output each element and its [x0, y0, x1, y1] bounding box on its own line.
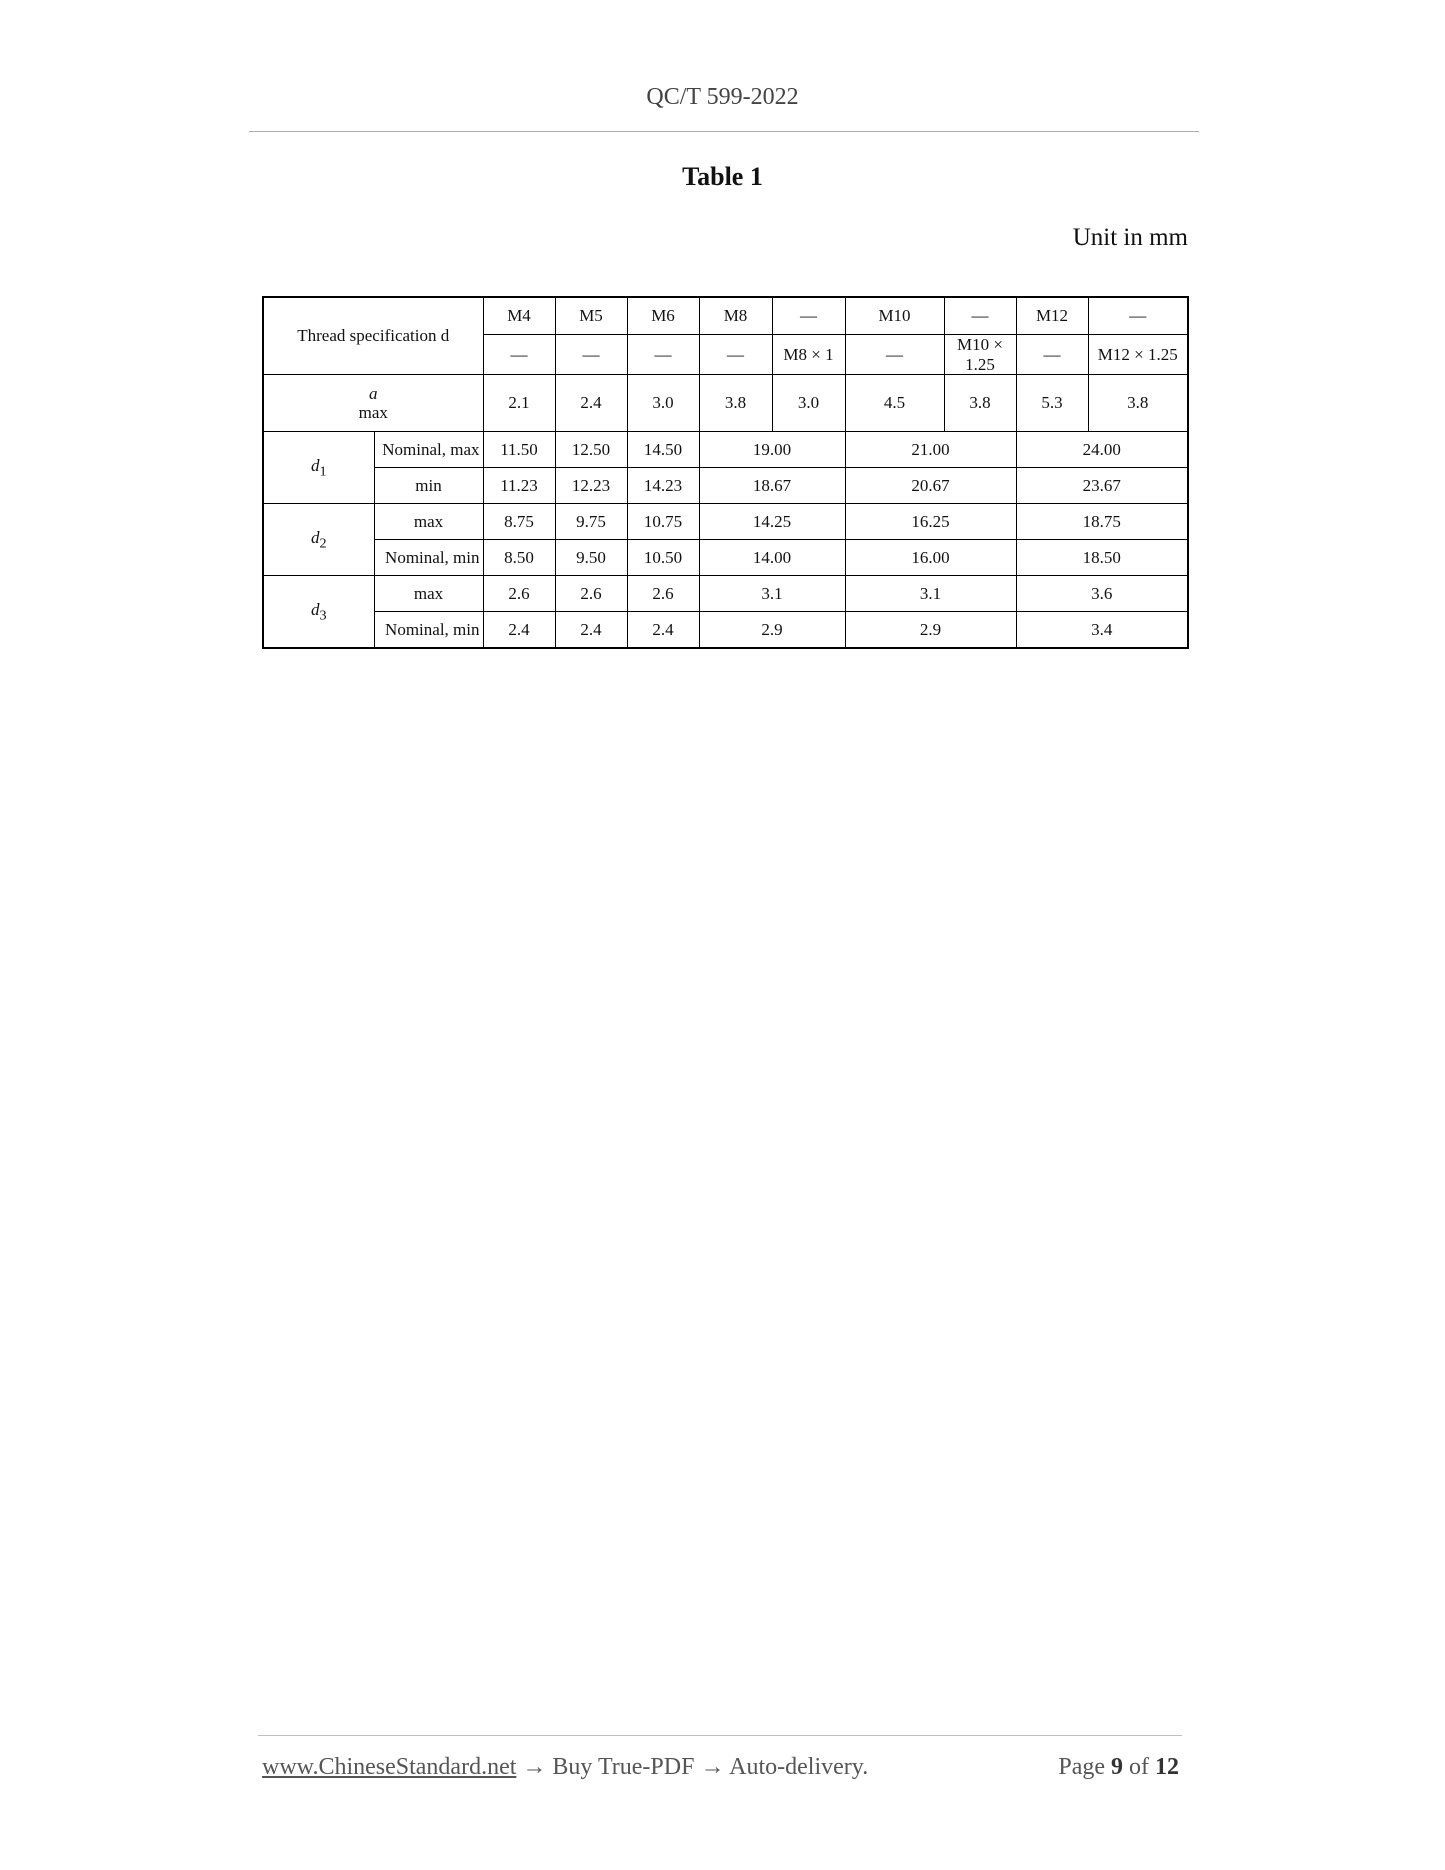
value-cell: 2.4	[627, 612, 699, 649]
value-cell: 24.00	[1016, 432, 1188, 468]
row-label: min	[374, 468, 483, 504]
value-cell: 3.1	[699, 576, 845, 612]
value-cell: 9.50	[555, 540, 627, 576]
thread-spec-table	[262, 296, 1189, 649]
value-cell: 8.50	[483, 540, 555, 576]
thread-cell: M10	[845, 297, 944, 335]
value-cell: 2.4	[555, 612, 627, 649]
page-number: 9	[1111, 1754, 1123, 1780]
footer-divider	[258, 1735, 1182, 1736]
value-cell: 19.00	[699, 432, 845, 468]
a-max-label	[263, 375, 483, 432]
page-word: Page	[1058, 1754, 1105, 1780]
row-label: max	[374, 576, 483, 612]
value-cell: 21.00	[845, 432, 1016, 468]
value-cell: 10.50	[627, 540, 699, 576]
thread-cell: M12	[1016, 297, 1088, 335]
page-indicator	[1058, 1754, 1179, 1781]
value-cell: 2.9	[845, 612, 1016, 649]
thread-cell: —	[1088, 297, 1188, 335]
value-cell: 3.0	[627, 375, 699, 432]
value-cell: 2.6	[555, 576, 627, 612]
table-title: Table 1	[682, 162, 763, 191]
d2-row-2	[263, 540, 1188, 576]
thread-cell: M12 × 1.25	[1088, 335, 1188, 375]
buy-text: Buy True-PDF	[552, 1754, 695, 1780]
thread-cell: M8	[699, 297, 772, 335]
value-cell: 14.00	[699, 540, 845, 576]
value-cell: 14.50	[627, 432, 699, 468]
thread-spec-label: Thread specification d	[263, 297, 483, 375]
value-cell: 12.50	[555, 432, 627, 468]
site-link[interactable]: www.ChineseStandard.net	[262, 1754, 517, 1780]
row-label: Nominal, max	[374, 432, 483, 468]
value-cell: 11.50	[483, 432, 555, 468]
value-cell: 18.50	[1016, 540, 1188, 576]
value-cell: 3.6	[1016, 576, 1188, 612]
value-cell: 23.67	[1016, 468, 1188, 504]
unit-note: Unit in mm	[1072, 224, 1188, 251]
thread-coarse-row	[263, 297, 1188, 335]
thread-cell: —	[1016, 335, 1088, 375]
a-qualifier: max	[358, 403, 388, 423]
a-symbol: a	[369, 383, 378, 403]
footer-promo	[262, 1754, 868, 1781]
value-cell: 18.67	[699, 468, 845, 504]
d1-row-2	[263, 468, 1188, 504]
value-cell: 14.25	[699, 504, 845, 540]
d1-label: $d_1$	[263, 432, 374, 504]
value-cell: 8.75	[483, 504, 555, 540]
value-cell: 18.75	[1016, 504, 1188, 540]
value-cell: 3.4	[1016, 612, 1188, 649]
row-label: Nominal, min	[374, 540, 483, 576]
value-cell: 2.4	[483, 612, 555, 649]
d1-row-1	[263, 432, 1188, 468]
thread-cell: M6	[627, 297, 699, 335]
value-cell: 3.8	[1088, 375, 1188, 432]
d2-row-1	[263, 504, 1188, 540]
header-divider	[249, 131, 1199, 132]
value-cell: 14.23	[627, 468, 699, 504]
value-cell: 11.23	[483, 468, 555, 504]
value-cell: 12.23	[555, 468, 627, 504]
thread-cell: —	[772, 297, 845, 335]
value-cell: 2.6	[483, 576, 555, 612]
value-cell: 2.9	[699, 612, 845, 649]
thread-cell: —	[555, 335, 627, 375]
value-cell: 20.67	[845, 468, 1016, 504]
thread-cell: M10 × 1.25	[944, 335, 1016, 375]
value-cell: 2.6	[627, 576, 699, 612]
thread-cell: —	[483, 335, 555, 375]
row-label: Nominal, min	[374, 612, 483, 649]
value-cell: 3.8	[944, 375, 1016, 432]
thread-cell: —	[944, 297, 1016, 335]
thread-cell: —	[699, 335, 772, 375]
thread-cell: M5	[555, 297, 627, 335]
value-cell: 3.0	[772, 375, 845, 432]
value-cell: 5.3	[1016, 375, 1088, 432]
value-cell: 9.75	[555, 504, 627, 540]
thread-cell: M4	[483, 297, 555, 335]
of-word: of	[1129, 1754, 1149, 1780]
row-label: max	[374, 504, 483, 540]
delivery-text: Auto-delivery.	[729, 1754, 869, 1780]
page-total: 12	[1155, 1754, 1179, 1780]
value-cell: 16.25	[845, 504, 1016, 540]
d3-row-1	[263, 576, 1188, 612]
thread-cell: —	[627, 335, 699, 375]
value-cell: 4.5	[845, 375, 944, 432]
value-cell: 2.1	[483, 375, 555, 432]
document-header: QC/T 599-2022	[646, 84, 799, 110]
value-cell: 10.75	[627, 504, 699, 540]
thread-cell: —	[845, 335, 944, 375]
arrow-icon: →	[700, 1754, 725, 1780]
d3-row-2	[263, 612, 1188, 649]
d2-label: $d_2$	[263, 504, 374, 576]
value-cell: 3.1	[845, 576, 1016, 612]
value-cell: 2.4	[555, 375, 627, 432]
value-cell: 16.00	[845, 540, 1016, 576]
value-cell: 3.8	[699, 375, 772, 432]
a-max-row	[263, 375, 1188, 432]
thread-cell: M8 × 1	[772, 335, 845, 375]
arrow-icon: →	[522, 1754, 547, 1780]
d3-label: $d_3$	[263, 576, 374, 649]
